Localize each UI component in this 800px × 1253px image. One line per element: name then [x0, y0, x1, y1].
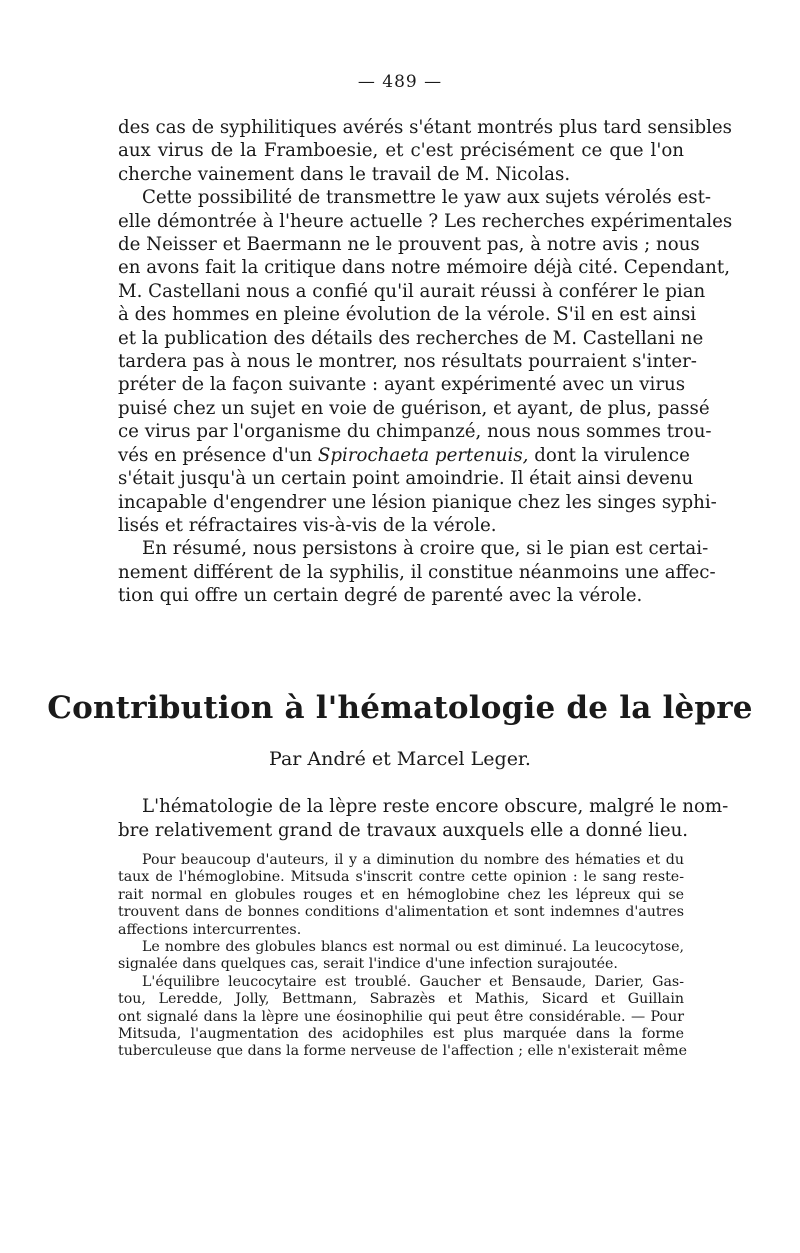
text-line: rait normal en globules rouges et en hémoglobine chez les lépreux qui se [118, 886, 684, 903]
text-line: de Neisser et Baermann ne le prouvent pas, à notre avis ; nous [118, 234, 700, 256]
text-line: taux de l'hémoglobine. Mitsuda s'inscrit contre cette opinion : le sang reste- [118, 869, 684, 886]
text-line: préter de la façon suivante : ayant expérimenté avec un virus [118, 374, 686, 396]
text-segment: dont la virulence [534, 444, 690, 466]
text-segment: vés en présence d'un [118, 444, 313, 466]
text-line: en avons fait la critique dans notre mémoire déjà cité. Cependant, [118, 257, 730, 279]
text-line: Pour beaucoup d'auteurs, il y a diminution du nombre des hématies et du [142, 852, 684, 868]
text-line: et la publication des détails des recherches de M. Castellani ne [118, 327, 704, 349]
text-line: s'était jusqu'à un certain point amoindrie. Il était ainsi devenu [118, 468, 694, 490]
small-print-text [118, 852, 687, 1061]
text-line: signalée dans quelques cas, serait l'indice d'une infection surajoutée. [118, 956, 618, 973]
text-line: des cas de syphilitiques avérés s'étant montrés plus tard sensibles [118, 117, 732, 138]
text-line: cherche vainement dans le travail de M. Nicolas. [118, 163, 571, 185]
text-line: tou, Leredde, Jolly, Bettmann, Sabrazès et Mathis, Sicard et Guillain [118, 991, 684, 1008]
text-line: ont signalé dans la lèpre une éosinophilie qui peut être considérable. — Pour [118, 1008, 684, 1025]
text-line: Le nombre des globules blancs est normal ou est diminué. La leucocytose, [142, 939, 684, 956]
article-authors: Par André et Marcel Leger. [269, 748, 531, 770]
text-line: tuberculeuse que dans la forme nerveuse de l'affection ; elle n'existerait même [118, 1043, 687, 1060]
text-line: En résumé, nous persistons à croire que, si le pian est certai- [142, 538, 709, 560]
text-line: Mitsuda, l'augmentation des acidophiles est plus marquée dans la forme [118, 1026, 684, 1043]
text-line: nement différent de la syphilis, il constitue néanmoins une affec- [118, 561, 716, 583]
body-text-top [118, 116, 733, 608]
page-number: — 489 — [357, 72, 443, 92]
text-line: lisés et réfractaires vis-à-vis de la vérole. [118, 514, 497, 536]
intro-paragraph [118, 795, 729, 843]
article-title: Contribution à l'hématologie de la lèpre [47, 690, 753, 726]
text-line: L'équilibre leucocytaire est troublé. Gaucher et Bensaude, Darier, Gas- [142, 973, 684, 990]
text-line: trouvent dans de bonnes conditions d'alimentation et sont indemnes d'autres [118, 904, 684, 921]
text-line: ce virus par l'organisme du chimpanzé, nous nous sommes trou- [118, 421, 712, 443]
text-line: puisé chez un sujet en voie de guérison, et ayant, de plus, passé [118, 397, 710, 419]
text-line: Cette possibilité de transmettre le yaw aux sujets vérolés est- [142, 187, 712, 209]
text-line: tion qui offre un certain degré de parenté avec la vérole. [118, 585, 643, 607]
text-line: tardera pas à nous le montrer, nos résultats pourraient s'inter- [118, 351, 697, 373]
text-line: affections intercurrentes. [118, 921, 302, 938]
species-name: Spirochaeta pertenuis, [317, 444, 529, 466]
text-line: elle démontrée à l'heure actuelle ? Les recherches expérimentales [118, 210, 733, 232]
text-line: à des hommes en pleine évolution de la vérole. S'il en est ainsi [118, 304, 697, 326]
text-line-mixed [118, 444, 690, 467]
text-line: bre relativement grand de travaux auxquels elle a donné lieu. [118, 820, 689, 841]
text-line: L'hématologie de la lèpre reste encore obscure, malgré le nom- [142, 796, 729, 817]
text-line: M. Castellani nous a confié qu'il aurait réussi à conférer le pian [118, 280, 706, 302]
text-line: aux virus de la Framboesie, et c'est précisément ce que l'on [118, 140, 684, 162]
text-line: incapable d'engendrer une lésion pianique chez les singes syphi- [118, 491, 717, 513]
